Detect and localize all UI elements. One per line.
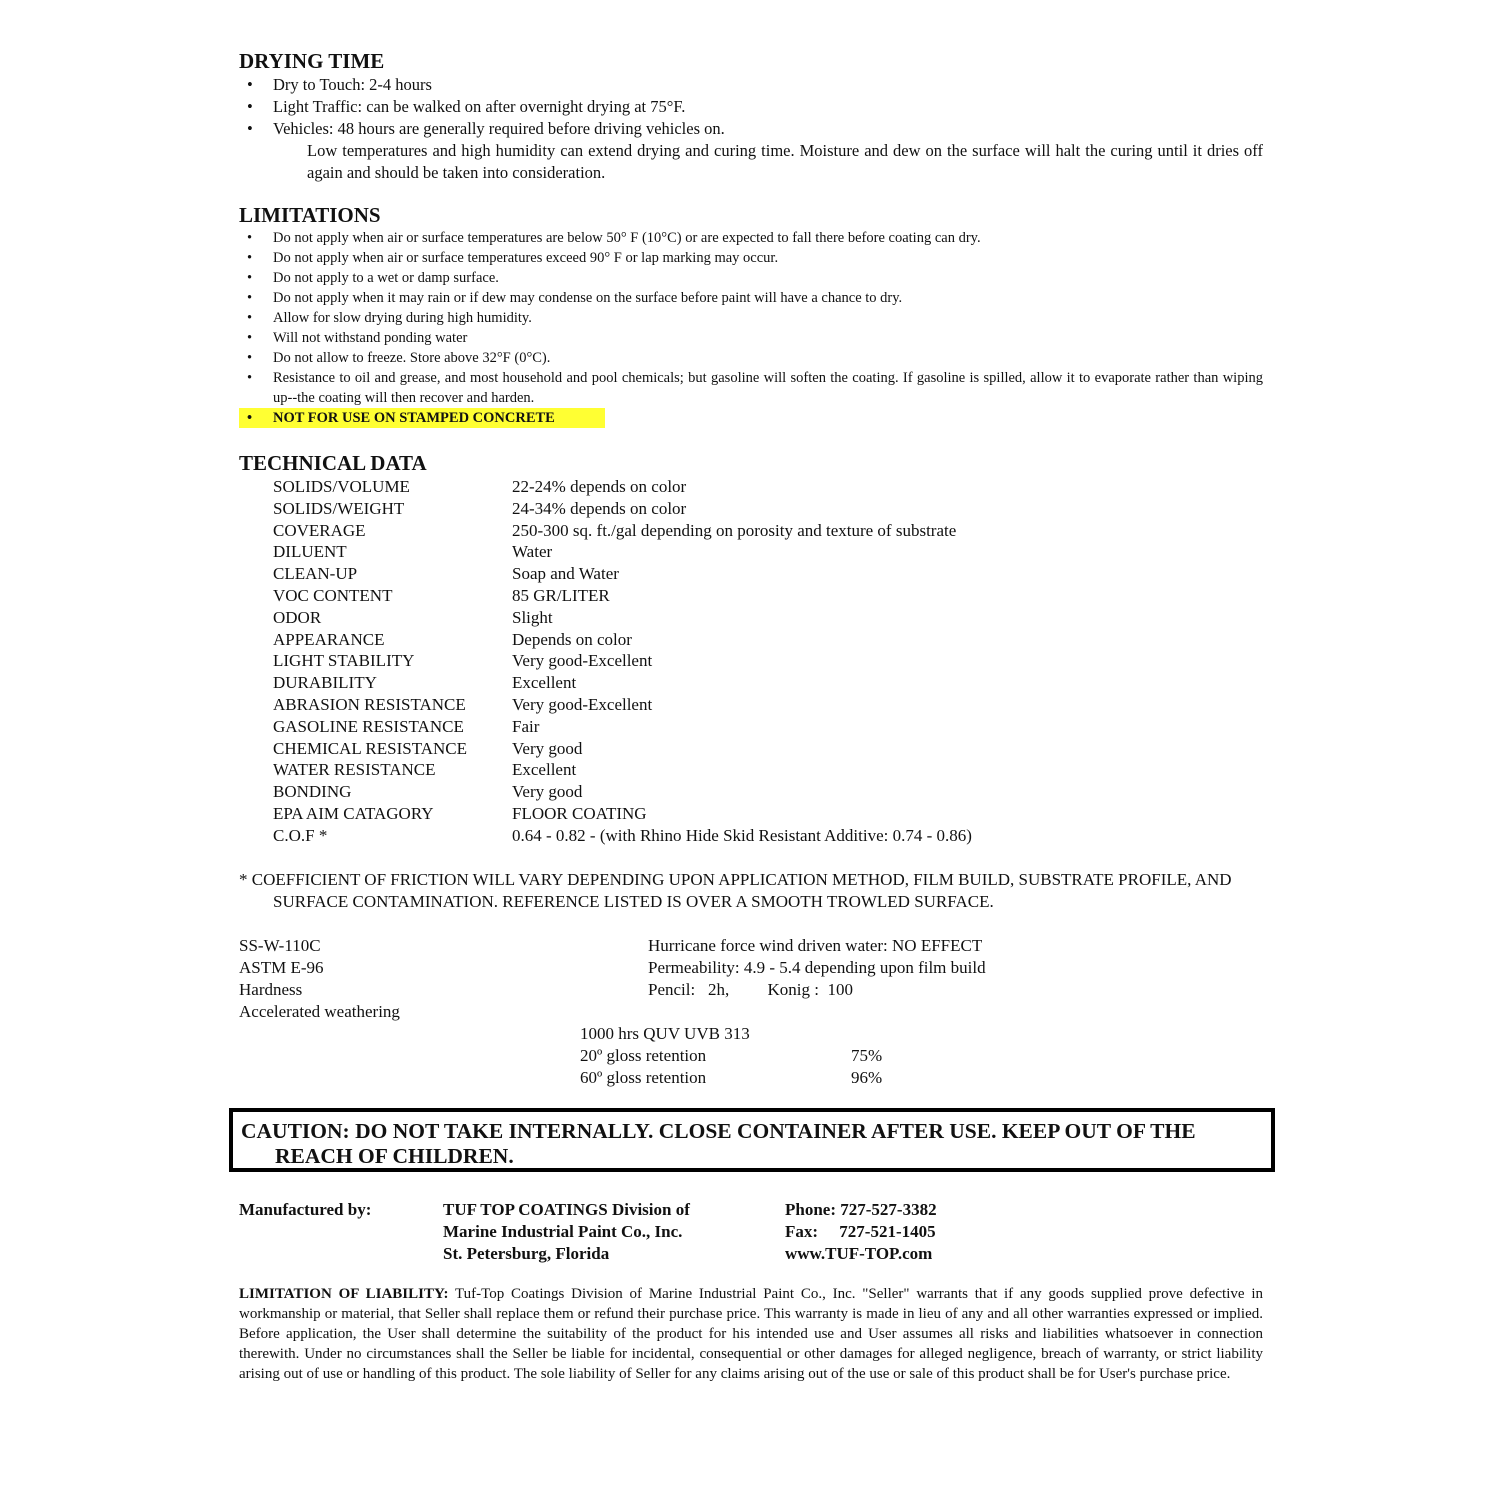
list-item: • Light Traffic: can be walked on after overnight drying at 75°F.	[247, 97, 686, 116]
test-result: Permeability: 4.9 - 5.4 depending upon film build	[648, 957, 986, 977]
limitation-of-liability	[239, 1284, 1263, 1384]
manufacturer-company: TUF TOP COATINGS Division of Marine Industrial Paint Co., Inc. St. Petersburg, Florida	[443, 1200, 690, 1263]
bullet-icon: •	[247, 370, 253, 386]
bullet-icon: •	[247, 250, 253, 266]
table-row: VOC CONTENT 85 GR/LITER	[273, 585, 610, 605]
list-item: • Do not apply when air or surface temperatures are below 50° F (10°C) or are expected to fall there before coating can dry.	[247, 230, 981, 246]
fax-number: Fax: 727-521-1405	[785, 1222, 936, 1241]
table-row: WATER RESISTANCE Excellent	[273, 760, 577, 780]
technical-data-heading: TECHNICAL DATA	[239, 451, 427, 475]
list-item: • Resistance to oil and grease, and most household and pool chemicals; but gasoline will soften the coating. If gasoline is spilled, allow it to evaporate rather than wiping up--the coating will then recover and harden.	[247, 370, 1263, 406]
liability-label: LIMITATION OF LIABILITY:	[239, 1286, 449, 1302]
highlight-mark	[239, 408, 605, 428]
phone-number: Phone: 727-527-3382	[785, 1200, 937, 1219]
list-item: • Will not withstand ponding water	[247, 330, 468, 346]
bullet-icon: •	[247, 119, 253, 138]
test-name: Hardness	[239, 979, 303, 999]
table-row: ODOR Slight	[273, 607, 553, 627]
test-name: ASTM E-96	[239, 957, 324, 977]
gloss-value: 96%	[851, 1067, 883, 1087]
table-row: DILUENT Water	[273, 542, 553, 562]
table-row: COVERAGE 250-300 sq. ft./gal depending on porosity and texture of substrate	[273, 520, 957, 540]
table-row: DURABILITY Excellent	[273, 673, 577, 693]
test-results-section	[239, 935, 1263, 1089]
limitations-heading: LIMITATIONS	[239, 203, 381, 227]
table-row: LIGHT STABILITY Very good-Excellent	[273, 651, 653, 671]
table-row: SOLIDS/WEIGHT 24-34% depends on color	[273, 498, 687, 518]
bullet-icon: •	[247, 310, 253, 326]
list-item: • Allow for slow drying during high humidity.	[247, 310, 532, 326]
website-link[interactable]: www.TUF-TOP.com	[785, 1244, 933, 1263]
drying-time-heading: DRYING TIME	[239, 49, 385, 73]
table-row: SOLIDS/VOLUME 22-24% depends on color	[273, 477, 687, 496]
gloss-value: 75%	[851, 1045, 883, 1065]
bullet-icon: •	[247, 97, 253, 116]
technical-data-table	[239, 476, 1263, 847]
technical-data-section	[239, 450, 1263, 913]
drying-time-section	[239, 48, 1263, 184]
limitations-list	[239, 228, 1263, 428]
list-item: • Do not apply to a wet or damp surface.	[247, 270, 499, 286]
bullet-icon: •	[247, 290, 253, 306]
table-row: GASOLINE RESISTANCE Fair	[273, 716, 540, 736]
table-row: APPEARANCE Depends on color	[273, 629, 632, 649]
limitations-section	[239, 202, 1263, 428]
manufacturer-label: Manufactured by:	[239, 1200, 372, 1219]
bullet-icon: •	[247, 270, 253, 286]
manufacturer-contact	[785, 1199, 937, 1265]
cof-footnote: * COEFFICIENT OF FRICTION WILL VARY DEPENDING UPON APPLICATION METHOD, FILM BUILD, SUBSTRATE PROFILE, AND SURFACE CONTAMINATION. REFERENCE LISTED IS OVER A SMOOTH TROWLED SURFACE.	[239, 869, 1232, 911]
list-item: • Do not allow to freeze. Store above 32°F (0°C).	[247, 350, 551, 366]
test-result: Pencil: 2h, Konig : 100	[648, 979, 853, 999]
gloss-label: 20º gloss retention	[580, 1045, 707, 1065]
bullet-icon: •	[247, 330, 253, 346]
table-row: C.O.F * 0.64 - 0.82 - (with Rhino Hide Skid Resistant Additive: 0.74 - 0.86)	[273, 825, 972, 845]
gloss-label: 60º gloss retention	[580, 1067, 707, 1087]
bullet-icon: •	[247, 350, 253, 366]
table-row: CHEMICAL RESISTANCE Very good	[273, 738, 583, 758]
caution-text: CAUTION: DO NOT TAKE INTERNALLY. CLOSE CONTAINER AFTER USE. KEEP OUT OF THE REACH OF CHILDREN.	[241, 1119, 1196, 1168]
not-for-stamped-concrete-warning: NOT FOR USE ON STAMPED CONCRETE	[273, 410, 555, 426]
highlighted-list-item	[239, 408, 1263, 428]
quv-title: 1000 hrs QUV UVB 313	[580, 1023, 750, 1043]
bullet-icon: •	[247, 410, 253, 426]
list-item: • Do not apply when it may rain or if dew may condense on the surface before paint will have a chance to dry.	[247, 290, 903, 306]
table-row: BONDING Very good	[273, 782, 583, 802]
test-name: Accelerated weathering	[239, 1001, 400, 1021]
drying-note: Low temperatures and high humidity can extend drying and curing time. Moisture and dew on the surface will halt the curing until it dries off again and should be taken into consideration.	[307, 141, 1263, 182]
list-item: • Dry to Touch: 2-4 hours	[247, 75, 432, 94]
table-row: ABRASION RESISTANCE Very good-Excellent	[273, 694, 653, 714]
caution-box	[229, 1108, 1275, 1172]
bullet-icon: •	[247, 75, 253, 94]
liability-text: Tuf-Top Coatings Division of Marine Industrial Paint Co., Inc. "Seller" warrants that if any goods supplied prove defective in workmanship or material, that Seller shall replace them or refund their purchase price. This warranty is made in lieu of any and all other warranties expressed or implied. Before application, the User shall determine the suitability of the product for his intended use and User assumes all risks and liabilities whatsoever in connection therewith. Under no circumstances shall the Seller be liable for incidental, consequential or other damages for alleged negligence, breach of warranty, or strict liability arising out of use or handling of this product. The sole liability of Seller for any claims arising out of the use or sale of this product shall be for User's purchase price.	[239, 1286, 1263, 1382]
table-row: CLEAN-UP Soap and Water	[273, 564, 619, 584]
test-result: Hurricane force wind driven water: NO EFFECT	[648, 935, 983, 955]
list-item: • Vehicles: 48 hours are generally required before driving vehicles on.	[247, 119, 725, 138]
drying-time-list	[239, 74, 1263, 140]
test-name: SS-W-110C	[239, 935, 321, 955]
bullet-icon: •	[247, 230, 253, 246]
table-row: EPA AIM CATAGORY FLOOR COATING	[273, 803, 647, 823]
list-item: • Do not apply when air or surface temperatures exceed 90° F or lap marking may occur.	[247, 250, 779, 266]
document-page	[239, 48, 1263, 1089]
